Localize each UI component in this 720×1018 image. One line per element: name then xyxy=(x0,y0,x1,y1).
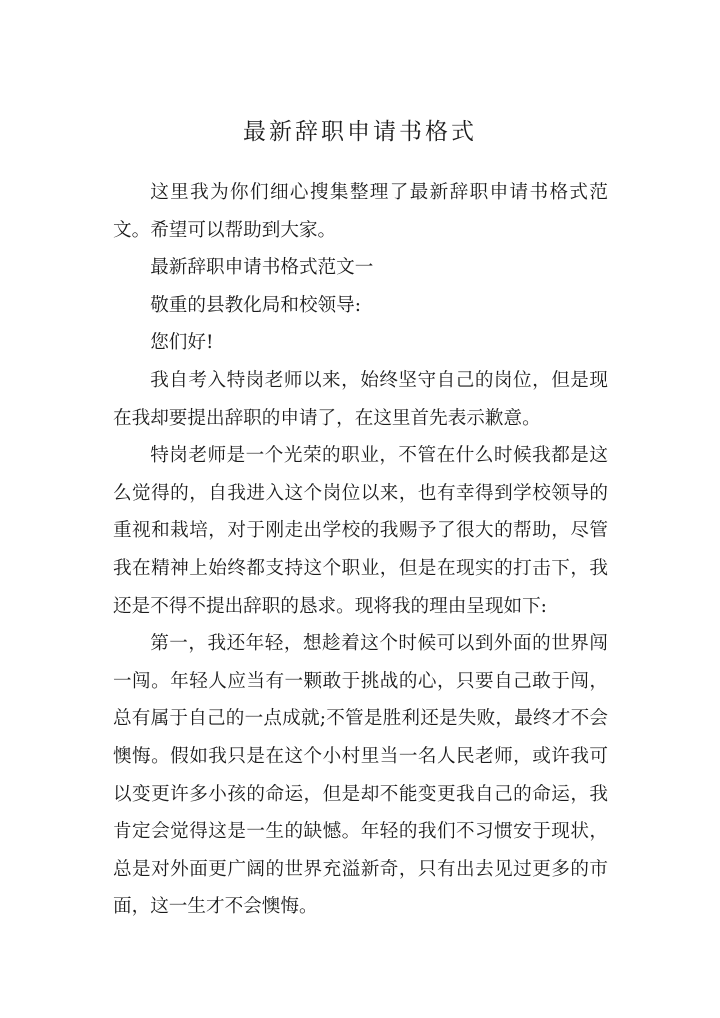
intro-paragraph: 这里我为你们细心搜集整理了最新辞职申请书格式范文。希望可以帮助到大家。 xyxy=(113,182,608,241)
document-title: 最新辞职申请书格式 xyxy=(243,119,477,145)
body-paragraph: 特岗老师是一个光荣的职业，不管在什么时候我都是这么觉得的，自我进入这个岗位以来，也有幸得到学校领导的重视和栽培，对于刚走出学校的我赐予了很大的帮助，尽管我在精神上始终都支持这个职业，但是在现实的打击下，我还是不得不提出辞职的恳求。现将我的理由呈现如下: xyxy=(113,445,608,617)
sample-heading: 最新辞职申请书格式范文一 xyxy=(150,257,374,279)
salutation: 敬重的县教化局和校领导: xyxy=(150,294,361,316)
greeting: 您们好! xyxy=(150,332,214,354)
body-paragraph: 第一，我还年轻，想趁着这个时候可以到外面的世界闯一闯。年轻人应当有一颗敢于挑战的心，只要自己敢于闯，总有属于自己的一点成就;不管是胜利还是失败，最终才不会懊悔。假如我只是在这个小村里当一名人民老师，或许我可以变更许多小孩的命运，但是却不能变更我自己的命运，我肯定会觉得这是一生的缺憾。年轻的我们不习惯安于现状，总是对外面更广阔的世界充溢新奇，只有出去见过更多的市面，这一生才不会懊悔。 xyxy=(113,633,608,918)
body-paragraph: 我自考入特岗老师以来，始终坚守自己的岗位，但是现在我却要提出辞职的申请了，在这里首先表示歉意。 xyxy=(113,369,608,429)
document-body xyxy=(113,174,608,926)
